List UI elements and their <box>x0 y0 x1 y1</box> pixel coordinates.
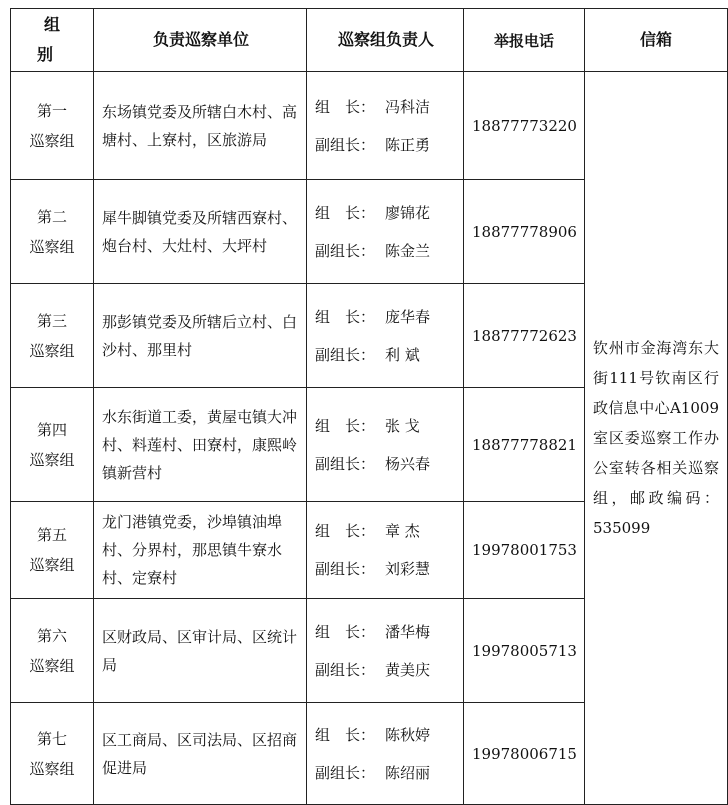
group-cell <box>11 388 94 502</box>
header-group-text: 组 别 <box>36 15 74 64</box>
group-suffix: 巡察组 <box>29 237 75 256</box>
unit-cell: 区工商局、区司法局、区招商促进局 <box>94 703 307 805</box>
leader-cell <box>307 388 464 502</box>
table-header-row <box>11 9 728 72</box>
phone-cell: 19978005713 <box>464 599 585 703</box>
leader-name: 潘华梅 <box>385 622 431 641</box>
leader-line <box>315 512 457 550</box>
deputy-line <box>315 754 457 792</box>
phone-cell: 19978006715 <box>464 703 585 805</box>
deputy-line <box>315 445 457 483</box>
leader-cell <box>307 72 464 180</box>
leader-line <box>315 716 457 754</box>
table-row <box>11 72 728 180</box>
leader-name: 冯科洁 <box>385 97 431 116</box>
leader-label: 组 长： <box>315 97 376 116</box>
group-suffix: 巡察组 <box>29 341 75 360</box>
group-number: 第四 <box>36 420 67 439</box>
deputy-name: 利 斌 <box>385 345 420 364</box>
group-cell <box>11 599 94 703</box>
leader-line <box>315 88 457 126</box>
phone-cell: 18877773220 <box>464 72 585 180</box>
phone-cell: 18877772623 <box>464 284 585 388</box>
leader-cell <box>307 703 464 805</box>
group-number: 第七 <box>36 729 67 748</box>
deputy-name: 杨兴春 <box>385 454 431 473</box>
leader-cell <box>307 284 464 388</box>
leader-name: 张 戈 <box>385 416 420 435</box>
leader-line <box>315 407 457 445</box>
deputy-label: 副组长： <box>315 241 376 260</box>
leader-label: 组 长： <box>315 725 376 744</box>
unit-cell: 水东街道工委，黄屋屯镇大冲村、料莲村、田寮村，康熙岭镇新营村 <box>94 388 307 502</box>
leader-name: 章 杰 <box>385 522 420 540</box>
unit-cell: 犀牛脚镇党委及所辖西寮村、炮台村、大灶村、大坪村 <box>94 180 307 284</box>
deputy-label: 副组长： <box>315 763 376 782</box>
group-suffix: 巡察组 <box>29 656 75 675</box>
leader-cell <box>307 502 464 599</box>
deputy-line <box>315 232 457 270</box>
unit-cell: 区财政局、区审计局、区统计局 <box>94 599 307 703</box>
leader-name: 庞华春 <box>385 307 431 326</box>
phone-cell: 18877778906 <box>464 180 585 284</box>
deputy-label: 副组长： <box>315 345 376 364</box>
phone-cell: 19978001753 <box>464 502 585 599</box>
deputy-name: 陈绍丽 <box>385 763 431 782</box>
leader-label: 组 长： <box>315 416 376 435</box>
deputy-line <box>315 651 457 689</box>
header-leader: 巡察组负责人 <box>307 9 464 72</box>
leader-label: 组 长： <box>315 522 376 540</box>
unit-cell: 龙门港镇党委，沙埠镇油埠村、分界村，那思镇牛寮水村、定寮村 <box>94 502 307 599</box>
deputy-name: 刘彩慧 <box>385 560 431 578</box>
leader-label: 组 长： <box>315 622 376 641</box>
leader-line <box>315 194 457 232</box>
group-number: 第一 <box>36 101 67 120</box>
deputy-line <box>315 126 457 164</box>
inspection-group-table <box>10 8 728 805</box>
deputy-label: 副组长： <box>315 135 376 154</box>
unit-cell: 那彭镇党委及所辖后立村、白沙村、那里村 <box>94 284 307 388</box>
deputy-name: 陈金兰 <box>385 241 431 260</box>
leader-line <box>315 298 457 336</box>
deputy-name: 黄美庆 <box>385 660 431 679</box>
phone-cell: 18877778821 <box>464 388 585 502</box>
leader-line <box>315 613 457 651</box>
group-number: 第六 <box>36 626 67 645</box>
leader-cell <box>307 180 464 284</box>
deputy-line <box>315 550 457 588</box>
deputy-label: 副组长： <box>315 454 376 473</box>
deputy-label: 副组长： <box>315 660 376 679</box>
deputy-label: 副组长： <box>315 560 376 578</box>
mailbox-cell: 钦州市金海湾东大街111号钦南区行政信息中心A1009室区委巡察工作办公室转各相关巡察组，邮政编码：535099 <box>585 72 728 805</box>
group-cell <box>11 72 94 180</box>
leader-name: 廖锦花 <box>385 203 431 222</box>
header-unit: 负责巡察单位 <box>94 9 307 72</box>
deputy-name: 陈正勇 <box>385 135 431 154</box>
header-group <box>11 9 94 72</box>
group-cell <box>11 180 94 284</box>
group-cell <box>11 284 94 388</box>
group-number: 第五 <box>36 526 67 544</box>
header-phone: 举报电话 <box>464 9 585 72</box>
leader-label: 组 长： <box>315 203 376 222</box>
group-suffix: 巡察组 <box>29 759 75 778</box>
group-cell <box>11 502 94 599</box>
header-mail: 信箱 <box>585 9 728 72</box>
leader-cell <box>307 599 464 703</box>
group-cell <box>11 703 94 805</box>
deputy-line <box>315 336 457 374</box>
group-number: 第三 <box>36 311 67 330</box>
leader-label: 组 长： <box>315 307 376 326</box>
group-suffix: 巡察组 <box>29 450 75 469</box>
leader-name: 陈秋婷 <box>385 725 431 744</box>
group-number: 第二 <box>36 207 67 226</box>
unit-cell: 东场镇党委及所辖白木村、高塘村、上寮村，区旅游局 <box>94 72 307 180</box>
group-suffix: 巡察组 <box>29 556 75 574</box>
group-suffix: 巡察组 <box>29 131 75 150</box>
